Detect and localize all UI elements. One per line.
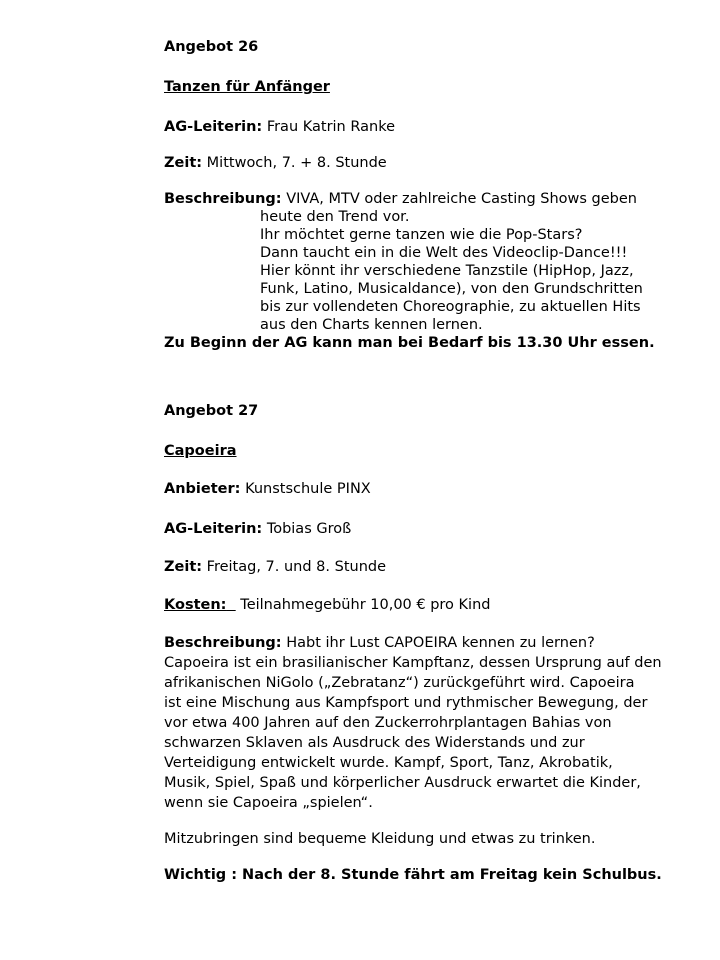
description-line: Hier könnt ihr verschiedene Tanzstile (HipHop, Jazz, [260, 263, 634, 279]
provider-label: Anbieter: [164, 481, 241, 497]
time-label: Zeit: [164, 155, 203, 171]
offer-27-time-line [164, 558, 386, 576]
time-value: Mittwoch, 7. + 8. Stunde [206, 155, 387, 171]
cost-label: Kosten: [164, 597, 227, 613]
offer-27-description-line [164, 634, 595, 652]
description-line: Funk, Latino, Musicaldance), von den Grundschritten [260, 281, 643, 297]
offer-27-bring: Mitzubringen sind bequeme Kleidung und etwas zu trinken. [164, 831, 596, 847]
description-line: afrikanischen NiGolo („Zebratanz“) zurückgeführt wird. Capoeira [164, 675, 635, 691]
offer-26-leader-line [164, 118, 395, 136]
offer-27-heading: Angebot 27 [164, 403, 259, 419]
description-first-line: Habt ihr Lust CAPOEIRA kennen zu lernen? [286, 635, 595, 651]
offer-26-note: Zu Beginn der AG kann man bei Bedarf bis 13.30 Uhr essen. [164, 335, 655, 351]
cost-underline-gap [226, 597, 235, 613]
description-line: Verteidigung entwickelt wurde. Kampf, Sport, Tanz, Akrobatik, [164, 755, 613, 771]
offer-27-title: Capoeira [164, 443, 237, 459]
leader-value: Frau Katrin Ranke [266, 119, 395, 135]
time-label: Zeit: [164, 559, 203, 575]
description-line: ist eine Mischung aus Kampfsport und rythmischer Bewegung, der [164, 695, 648, 711]
offer-27-cost-line [164, 596, 490, 614]
description-line: Musik, Spiel, Spaß und körperlicher Ausdruck erwartet die Kinder, [164, 775, 641, 791]
description-first-line: VIVA, MTV oder zahlreiche Casting Shows geben [286, 191, 637, 207]
description-label: Beschreibung: [164, 635, 282, 651]
description-line: vor etwa 400 Jahren auf den Zuckerrohrplantagen Bahias von [164, 715, 612, 731]
description-line: heute den Trend vor. [260, 209, 410, 225]
offer-26-time-line [164, 154, 387, 172]
leader-value: Tobias Groß [266, 521, 352, 537]
leader-label: AG-Leiterin: [164, 521, 263, 537]
offer-27-important: Wichtig : Nach der 8. Stunde fährt am Freitag kein Schulbus. [164, 867, 662, 883]
description-line: bis zur vollendeten Choreographie, zu aktuellen Hits [260, 299, 641, 315]
description-line: Capoeira ist ein brasilianischer Kampftanz, dessen Ursprung auf den [164, 655, 662, 671]
offer-26-title: Tanzen für Anfänger [164, 79, 330, 95]
description-label: Beschreibung: [164, 191, 282, 207]
description-line: schwarzen Sklaven als Ausdruck des Widerstands und zur [164, 735, 585, 751]
time-value: Freitag, 7. und 8. Stunde [206, 559, 387, 575]
offer-27-leader-line [164, 520, 351, 538]
description-line: aus den Charts kennen lernen. [260, 317, 483, 333]
offer-27-provider-line [164, 480, 371, 498]
description-line: Dann taucht ein in die Welt des Videoclip-Dance!!! [260, 245, 628, 261]
description-line: Ihr möchtet gerne tanzen wie die Pop-Stars? [260, 227, 583, 243]
cost-value: Teilnahmegebühr 10,00 € pro Kind [240, 597, 491, 613]
provider-value: Kunstschule PINX [245, 481, 371, 497]
description-line: wenn sie Capoeira „spielen“. [164, 795, 373, 811]
offer-26-heading: Angebot 26 [164, 39, 259, 55]
leader-label: AG-Leiterin: [164, 119, 263, 135]
offer-26-description-line [164, 190, 637, 208]
